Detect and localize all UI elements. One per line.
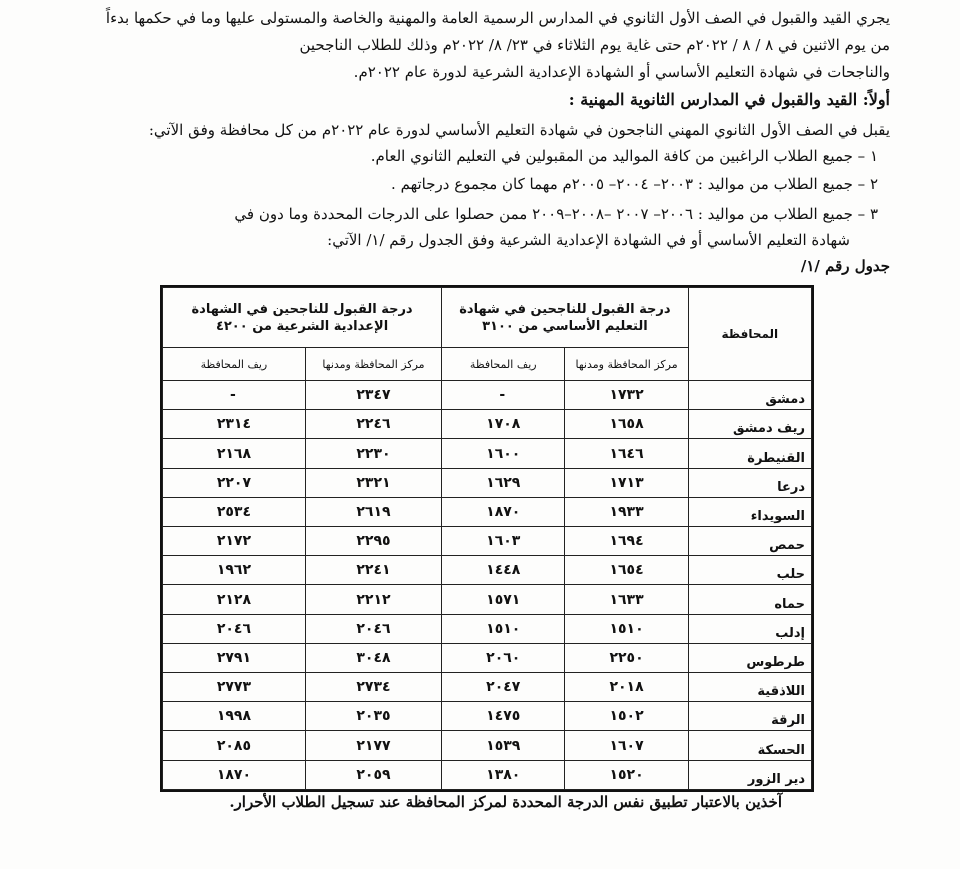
- basic-center-cell: ١٥١٠: [565, 614, 688, 643]
- governorate-cell: السويداء: [688, 497, 811, 526]
- basic-rural-cell: ١٥١٠: [442, 614, 565, 643]
- table-row: [163, 468, 812, 497]
- section-title: أولاً: القيد والقبول في المدارس الثانوية المهنية :: [568, 90, 890, 109]
- intro-paragraph: [70, 8, 890, 81]
- governorate-cell: اللاذقية: [688, 673, 811, 702]
- sharia-center-cell: ٢٣٢١: [305, 468, 441, 497]
- basic-rural-cell: ١٦٠٠: [442, 439, 565, 468]
- intro-line: من يوم الاثنين في ٨ / ٨ / ٢٠٢٢م حتى غاية يوم الثلاثاء في ٢٣/ ٨/ ٢٠٢٢م وذلك للطلاب الناجحين: [299, 36, 890, 54]
- admission-table: [160, 285, 814, 792]
- basic-rural-cell: ١٦٢٩: [442, 468, 565, 497]
- sharia-rural-cell: ٢١٦٨: [163, 439, 306, 468]
- table-title: جدول رقم /١/: [800, 257, 890, 275]
- sharia-center-cell: ٢٣٤٧: [305, 381, 441, 410]
- sharia-rural-cell: ٢١٧٢: [163, 527, 306, 556]
- governorate-cell: إدلب: [688, 614, 811, 643]
- table-row: [163, 702, 812, 731]
- sharia-center-cell: ٢٢٣٠: [305, 439, 441, 468]
- basic-center-cell: ١٦٥٨: [565, 410, 688, 439]
- basic-rural-cell: ١٤٧٥: [442, 702, 565, 731]
- sharia-rural-cell: ٢١٢٨: [163, 585, 306, 614]
- basic-rural-cell: ١٧٠٨: [442, 410, 565, 439]
- governorate-cell: طرطوس: [688, 643, 811, 672]
- basic-center-cell: ٢٢٥٠: [565, 643, 688, 672]
- sharia-center-subheader: مركز المحافظة ومدنها: [305, 348, 441, 381]
- basic-rural-subheader: ريف المحافظة: [442, 348, 565, 381]
- table-row: [163, 439, 812, 468]
- governorate-cell: القنيطرة: [688, 439, 811, 468]
- table-row: [163, 410, 812, 439]
- basic-center-cell: ١٥٢٠: [565, 760, 688, 789]
- basic-center-cell: ١٦٤٦: [565, 439, 688, 468]
- table-row: [163, 556, 812, 585]
- governorate-cell: دمشق: [688, 381, 811, 410]
- basic-rural-cell: ١٤٤٨: [442, 556, 565, 585]
- basic-center-cell: ١٦٣٣: [565, 585, 688, 614]
- section-block: [70, 90, 890, 280]
- section-line: ٢ – جميع الطلاب من مواليد : ٢٠٠٣– ٢٠٠٤– ٢٠٠٥م مهما كان مجموع درجاتهم .: [391, 175, 878, 193]
- footer-note: آخذين بالاعتبار تطبيق نفس الدرجة المحددة لمركز المحافظة عند تسجيل الطلاب الأحرار.: [229, 793, 782, 811]
- basic-center-cell: ١٦٠٧: [565, 731, 688, 760]
- table-row: [163, 527, 812, 556]
- governorate-cell: الحسكة: [688, 731, 811, 760]
- basic-rural-cell: -: [442, 381, 565, 410]
- basic-cert-header: درجة القبول للناجحين في شهادة التعليم الأساسي من ٣١٠٠: [442, 288, 689, 348]
- table-row: [163, 381, 812, 410]
- sharia-rural-cell: ٢٠٨٥: [163, 731, 306, 760]
- basic-center-cell: ١٦٥٤: [565, 556, 688, 585]
- sharia-center-cell: ٢٢٤٦: [305, 410, 441, 439]
- sharia-center-cell: ٣٠٤٨: [305, 643, 441, 672]
- table-row: [163, 760, 812, 789]
- basic-center-subheader: مركز المحافظة ومدنها: [565, 348, 688, 381]
- sharia-rural-cell: ٢٧٧٣: [163, 673, 306, 702]
- table-row: [163, 497, 812, 526]
- basic-rural-cell: ٢٠٦٠: [442, 643, 565, 672]
- basic-center-cell: ٢٠١٨: [565, 673, 688, 702]
- sharia-center-cell: ٢٧٣٤: [305, 673, 441, 702]
- governorate-cell: درعا: [688, 468, 811, 497]
- basic-center-cell: ١٦٩٤: [565, 527, 688, 556]
- table-row: [163, 643, 812, 672]
- governorate-header: المحافظة: [688, 288, 811, 381]
- basic-rural-cell: ١٨٧٠: [442, 497, 565, 526]
- basic-rural-cell: ١٥٧١: [442, 585, 565, 614]
- sharia-cert-header: درجة القبول للناجحين في الشهادة الإعدادية الشرعية من ٤٢٠٠: [163, 288, 442, 348]
- governorate-cell: حمص: [688, 527, 811, 556]
- basic-rural-cell: ١٦٠٣: [442, 527, 565, 556]
- basic-rural-cell: ١٣٨٠: [442, 760, 565, 789]
- sharia-center-cell: ٢٢٩٥: [305, 527, 441, 556]
- basic-rural-cell: ٢٠٤٧: [442, 673, 565, 702]
- sharia-center-cell: ٢٠٥٩: [305, 760, 441, 789]
- sharia-center-cell: ٢١٧٧: [305, 731, 441, 760]
- basic-center-cell: ١٩٣٣: [565, 497, 688, 526]
- basic-center-cell: ١٧١٣: [565, 468, 688, 497]
- governorate-cell: دير الزور: [688, 760, 811, 789]
- sharia-center-cell: ٢٢١٢: [305, 585, 441, 614]
- section-line: ٣ – جميع الطلاب من مواليد : ٢٠٠٦– ٢٠٠٧ –٢٠٠٨–٢٠٠٩ ممن حصلوا على الدرجات المحددة وما دون في: [234, 205, 878, 223]
- table-row: [163, 585, 812, 614]
- basic-center-cell: ١٧٣٢: [565, 381, 688, 410]
- sharia-rural-cell: ١٨٧٠: [163, 760, 306, 789]
- governorate-cell: ريف دمشق: [688, 410, 811, 439]
- basic-center-cell: ١٥٠٢: [565, 702, 688, 731]
- sharia-rural-cell: ٢٢٠٧: [163, 468, 306, 497]
- sharia-rural-subheader: ريف المحافظة: [163, 348, 306, 381]
- intro-line: والناجحات في شهادة التعليم الأساسي أو الشهادة الإعدادية الشرعية لدورة عام ٢٠٢٢م.: [353, 63, 890, 81]
- governorate-cell: الرقة: [688, 702, 811, 731]
- sharia-center-cell: ٢٠٣٥: [305, 702, 441, 731]
- sharia-rural-cell: ١٩٩٨: [163, 702, 306, 731]
- table-row: [163, 614, 812, 643]
- basic-rural-cell: ١٥٣٩: [442, 731, 565, 760]
- sharia-rural-cell: ٢٥٣٤: [163, 497, 306, 526]
- sharia-rural-cell: ٢٣١٤: [163, 410, 306, 439]
- section-line: ١ – جميع الطلاب الراغبين من كافة المواليد من المقبولين في التعليم الثانوي العام.: [370, 147, 878, 165]
- section-line: شهادة التعليم الأساسي أو في الشهادة الإعدادية الشرعية وفق الجدول رقم /١/ الآتي:: [327, 231, 850, 249]
- intro-line: يجري القيد والقبول في الصف الأول الثانوي في المدارس الرسمية العامة والمهنية والخاصة والمستولى عليها وما في حكمها بدءاً: [105, 9, 890, 27]
- governorate-cell: حلب: [688, 556, 811, 585]
- sharia-center-cell: ٢٦١٩: [305, 497, 441, 526]
- governorate-cell: حماه: [688, 585, 811, 614]
- sharia-rural-cell: ٢٠٤٦: [163, 614, 306, 643]
- sharia-rural-cell: ٢٧٩١: [163, 643, 306, 672]
- table-row: [163, 673, 812, 702]
- sharia-center-cell: ٢٠٤٦: [305, 614, 441, 643]
- sharia-center-cell: ٢٢٤١: [305, 556, 441, 585]
- sharia-rural-cell: -: [163, 381, 306, 410]
- sharia-rural-cell: ١٩٦٢: [163, 556, 306, 585]
- table-row: [163, 731, 812, 760]
- section-line: يقبل في الصف الأول الثانوي المهني الناجحون في شهادة التعليم الأساسي لدورة عام ٢٠٢٢م من كل محافظة وفق الآتي:: [148, 121, 890, 139]
